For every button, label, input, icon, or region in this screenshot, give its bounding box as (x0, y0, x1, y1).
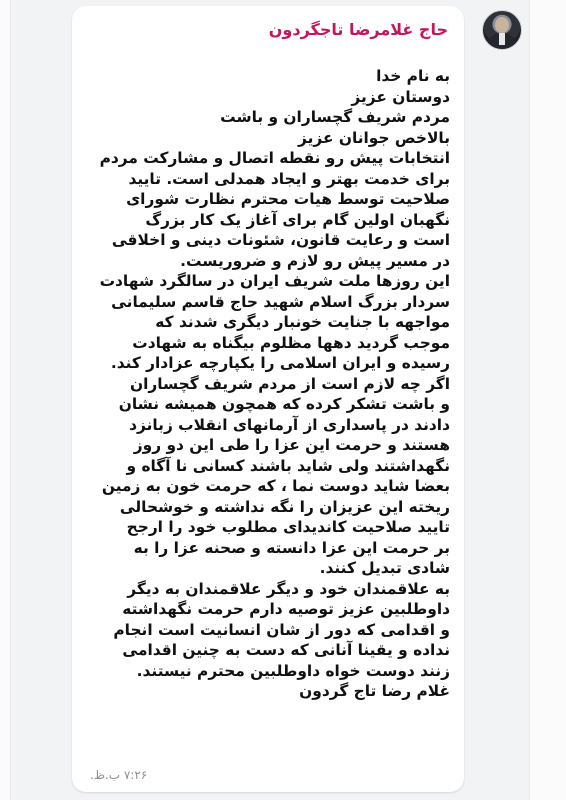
message-line: موجب گردید دهها مظلوم بیگناه به شهادت (132, 333, 450, 352)
left-edge (0, 0, 11, 800)
message-line: رسیده و ایران اسلامی را یکپارچه عزادار کند. (110, 354, 450, 372)
message-bubble[interactable] (72, 6, 464, 792)
message-line: دوستان عزیز (351, 87, 450, 106)
message-line: تایید صلاحیت کاندیدای مطلوب خود را ارجح (126, 518, 450, 536)
message-line: بالاخص جوانان عزیز (298, 128, 450, 147)
message-line: برای خدمت بهتر و ایجاد همدلی است. تایید (128, 169, 450, 188)
message-line: داوطلبین عزیز توصیه دارم حرمت نگهداشته (122, 600, 450, 618)
message-timestamp: ۷:۲۶ ب.ظ. (90, 768, 148, 782)
message-line: نگهبان اولین گام برای آغاز یک کار بزرگ (145, 210, 450, 229)
message-line: صلاحیت توسط هیات محترم نظارت شورای (126, 190, 450, 208)
message-line: در مسیر پیش رو لازم و ضروریست. (180, 251, 450, 270)
message-line: به نام خدا (376, 67, 450, 85)
sender-name[interactable]: حاج غلامرضا تاجگردون (268, 20, 448, 39)
message-line: زنند دوست خواه داوطلبین محترم نیستند. (136, 661, 450, 680)
message-line: به علاقمندان خود و دیگر علاقمندان به دیگر (127, 579, 450, 598)
message-line: نگهداشتند ولی شاید باشند کسانی نا آگاه و (126, 456, 450, 475)
message-line: است و رعایت قانون، شئونات دینی و اخلاقی (111, 231, 450, 249)
sender-avatar[interactable] (482, 10, 522, 50)
message-line: سردار بزرگ اسلام شهید حاج قاسم سلیمانی (111, 292, 450, 311)
message-line: هستند و حرمت این عزا را طی این دو روز (133, 436, 450, 454)
message-line: انتخابات پیش رو نقطه اتصال و مشارکت مردم (99, 149, 450, 167)
message-line: ریخته این عزیزان را نگه نداشته و خوشحالی (119, 497, 450, 516)
message-line: مواجهه با جنایت خونبار دیگری شدند که (155, 313, 450, 331)
message-line: نداده و یقینا آنانی که دست به چنین اقدامی (122, 641, 450, 659)
right-edge (529, 0, 566, 800)
message-line: بعضا شاید دوست نما ، که حرمت خون به زمین (101, 477, 450, 495)
message-line: مردم شریف گچساران و باشت (220, 108, 450, 126)
message-line: شادی تبدیل کنند. (319, 559, 450, 577)
message-text (88, 66, 450, 702)
message-line: این روزها ملت شریف ایران در سالگرد شهادت (99, 272, 450, 290)
message-line: بر حرمت این عزا دانسته و صحنه عزا را به (133, 538, 450, 557)
message-line: و اقدامی که دور از شان انسانیت است انجام (113, 620, 450, 639)
message-line: و باشت تشکر کرده که همچون همیشه نشان (118, 395, 450, 413)
message-line: دادند در پاسداری از آرمانهای انقلاب زبانزد (129, 415, 450, 434)
avatar-shirt (499, 33, 505, 45)
avatar-head (495, 17, 509, 33)
message-line: غلام رضا تاج گردون (299, 682, 450, 700)
message-line: اگر چه لازم است از مردم شریف گچساران (129, 374, 450, 393)
